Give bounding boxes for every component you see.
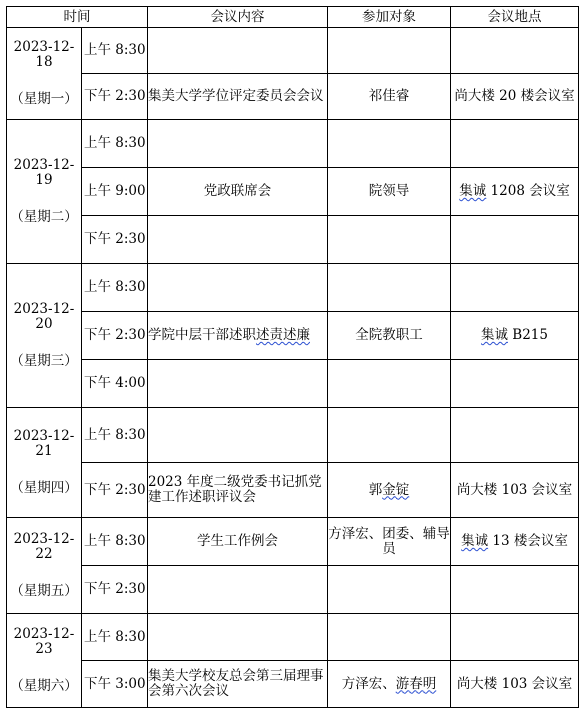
date-cell [7,408,82,518]
table-row [7,360,579,408]
location-cell [451,120,579,168]
table-row [7,312,579,360]
attendees-cell: 院领导 [328,168,451,216]
table-row [7,661,579,708]
location-part: 13 楼会议室 [488,533,568,549]
table-row [7,264,579,312]
location-part: 集诚 [459,183,487,199]
attendees-cell: 方泽宏、团委、辅导员 [328,518,451,566]
weekday: （星期一） [10,91,78,107]
time-cell: 上午 8:30 [82,120,148,168]
time-cell: 下午 2:30 [82,74,148,120]
date-cell [7,264,82,408]
content-cell [148,614,328,661]
location-cell [451,518,579,566]
table-row [7,463,579,518]
content-cell [148,120,328,168]
attendees-part: 金锭 [382,481,410,498]
location-cell [451,614,579,661]
location-cell [451,408,579,463]
attendees-cell [328,120,451,168]
location-cell [451,28,579,74]
time-cell: 上午 9:00 [82,168,148,216]
time-cell: 上午 8:30 [82,408,148,463]
attendees-part: 郭 [368,481,383,498]
location-cell [451,312,579,360]
header-attendees: 参加对象 [328,7,451,28]
attendees-part: 方泽宏、 [341,675,396,692]
table-row [7,120,579,168]
weekday: （星期四） [10,480,78,496]
date: 2023-12-22 [13,531,75,562]
attendees-cell [328,408,451,463]
time-cell: 上午 8:30 [82,28,148,74]
content-part: 述责述廉 [256,327,310,343]
time-cell: 上午 8:30 [82,518,148,566]
content-cell [148,566,328,614]
attendees-cell [328,661,451,708]
header-location: 会议地点 [451,7,579,28]
content-cell [148,408,328,463]
location-cell [451,168,579,216]
content-cell: 党政联席会 [148,168,328,216]
time-cell: 下午 2:30 [82,312,148,360]
location-part: B215 [508,327,548,343]
attendees-part: 游春明 [395,675,437,692]
location-part: 1208 会议室 [486,183,570,199]
date: 2023-12-20 [13,301,75,332]
table-row [7,518,579,566]
attendees-cell [328,566,451,614]
attendees-cell [328,264,451,312]
table-row [7,74,579,120]
content-cell [148,216,328,264]
weekday: （星期五） [10,583,78,599]
time-cell: 下午 2:30 [82,566,148,614]
header-content: 会议内容 [148,7,328,28]
weekday: （星期二） [10,209,78,225]
date: 2023-12-21 [13,428,75,459]
weekday: （星期六） [10,678,78,694]
attendees-cell [328,360,451,408]
time-cell: 下午 2:30 [82,216,148,264]
time-cell: 上午 8:30 [82,264,148,312]
weekday: （星期三） [10,353,78,369]
content-cell: 2023 年度二级党委书记抓党建工作述职评议会 [148,463,328,518]
content-cell [148,312,328,360]
content-part: 学院中层干部述职 [148,327,256,343]
location-cell: 尚大楼 103 会议室 [451,661,579,708]
attendees-cell [328,28,451,74]
table-row [7,614,579,661]
date-cell [7,614,82,708]
date: 2023-12-23 [13,626,75,657]
content-cell: 学生工作例会 [148,518,328,566]
time-cell: 上午 8:30 [82,614,148,661]
table-row [7,216,579,264]
location-cell [451,566,579,614]
location-cell: 尚大楼 20 楼会议室 [451,74,579,120]
attendees-cell [328,614,451,661]
content-cell: 集美大学校友总会第三届理事会第六次会议 [148,661,328,708]
time-cell: 下午 2:30 [82,463,148,518]
attendees-cell [328,463,451,518]
location-cell [451,216,579,264]
content-cell [148,28,328,74]
location-cell: 尚大楼 103 会议室 [451,463,579,518]
attendees-cell: 全院教职工 [328,312,451,360]
date-cell [7,120,82,264]
date-cell [7,518,82,614]
location-cell [451,360,579,408]
header-row [7,7,579,28]
date-cell [7,28,82,120]
time-cell: 下午 4:00 [82,360,148,408]
table-row [7,566,579,614]
time-cell: 下午 3:00 [82,661,148,708]
date: 2023-12-19 [13,157,75,188]
table-row [7,28,579,74]
table-row [7,408,579,463]
content-cell [148,264,328,312]
attendees-cell: 祁佳睿 [328,74,451,120]
meeting-schedule-table [6,6,579,708]
date: 2023-12-18 [13,39,75,70]
location-part: 集诚 [481,327,508,343]
location-part: 集诚 [461,533,489,549]
location-cell [451,264,579,312]
content-cell: 集美大学学位评定委员会会议 [148,74,328,120]
content-cell [148,360,328,408]
attendees-cell [328,216,451,264]
table-row [7,168,579,216]
header-time: 时间 [7,7,148,28]
